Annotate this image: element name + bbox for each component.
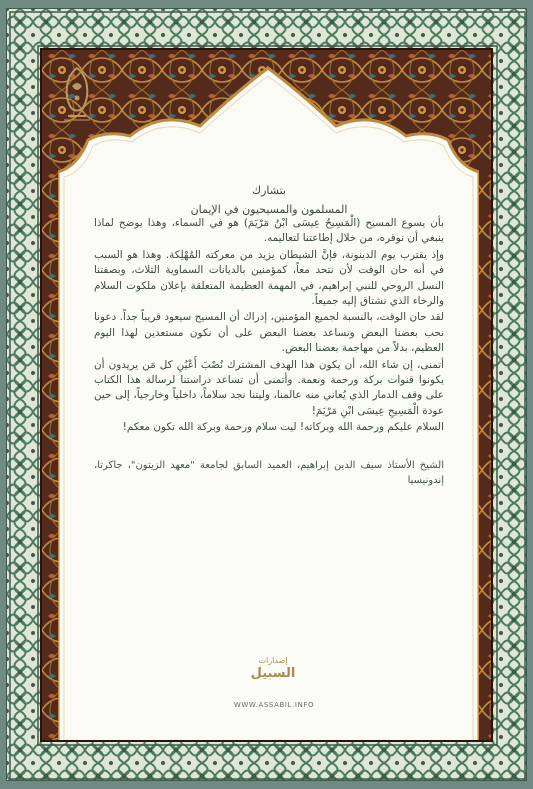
publisher-website: WWW.ASSABIL.INFO [233, 701, 315, 709]
text-panel [58, 66, 479, 742]
brown-arabesque-frame [40, 48, 493, 742]
letter-paragraph-3: لقد حان الوقت، بالنسبة لجميع المؤمنين، إدراك أن المسيح سيعود قريباً جداً. دعونا نحب بعضنا البعض ونساعد بعضنا البعض على أن نكون مستعدين لهذا اليوم العظيم، بدلاً من مهاجمة بعضنا البعض. [94, 311, 444, 355]
letter-greeting: بتشارك [252, 184, 286, 197]
letter-paragraph-1: بأن يسوع المسيح (الْمَسِيحُ عِيسَى ابْنُ مَرْيَمَ) هو في السماء، وهذا يوضح لماذا ينبغي أن نوقره، من خلال إطاعتنا لتعاليمه. [94, 217, 444, 245]
publisher-subtitle: إصدارات [258, 656, 288, 665]
letter-paragraph-2: وإذ يقترب يوم الدينونة، فإنَّ الشيطان يزيد من معركته المُهْلِكة. وهذا هو السبب في أنه حان الوقت لأن نتحد معاً، كمؤمنين بالديانات السماوية الثلاث، وبصفتنا النسل الروحي للنبي إبراهيم، في المهمة العظيمة المتعلقة بإعلان ملكوت السلام والرخاء الذي نشتاق إليه جميعاً. [94, 248, 444, 308]
letter-paragraph-5: السلام عليكم ورحمة الله وبركاته! ليت سلام ورحمة وبركة الله تكون معكم! [122, 421, 444, 434]
publisher-name: السبيل [250, 666, 296, 681]
letter-body [94, 184, 444, 498]
letter-paragraph-4: أتمنى، إن شاء الله، أن يكون هذا الهدف المشترك نُصْبَ أَعْيُنِ كل مَن يريدون أن يكونوا قنوات بركة ورحمة ونعمة. وأتمنى أن تساعد دراستنا لرسالة هذا الكتاب على وقف الدمار الذي يُعاني منه عالمنا، وليتنا نجد سلاماً، داخلياً وخارجياً، إلى حين عودة الْمَسِيحِ عِيسَى ابْنِ مَرْيَمَ! [94, 358, 444, 417]
letter-subtitle: المسلمون والمسيحيون في الإيمان [190, 203, 348, 216]
letter-signature: الشيخ الأستاذ سيف الدين إبراهيم، العميد السابق لجامعة "معهد الزيتون"، جاكرتا، إندونيسيا [94, 459, 444, 486]
assabil-logo-icon [58, 66, 96, 124]
